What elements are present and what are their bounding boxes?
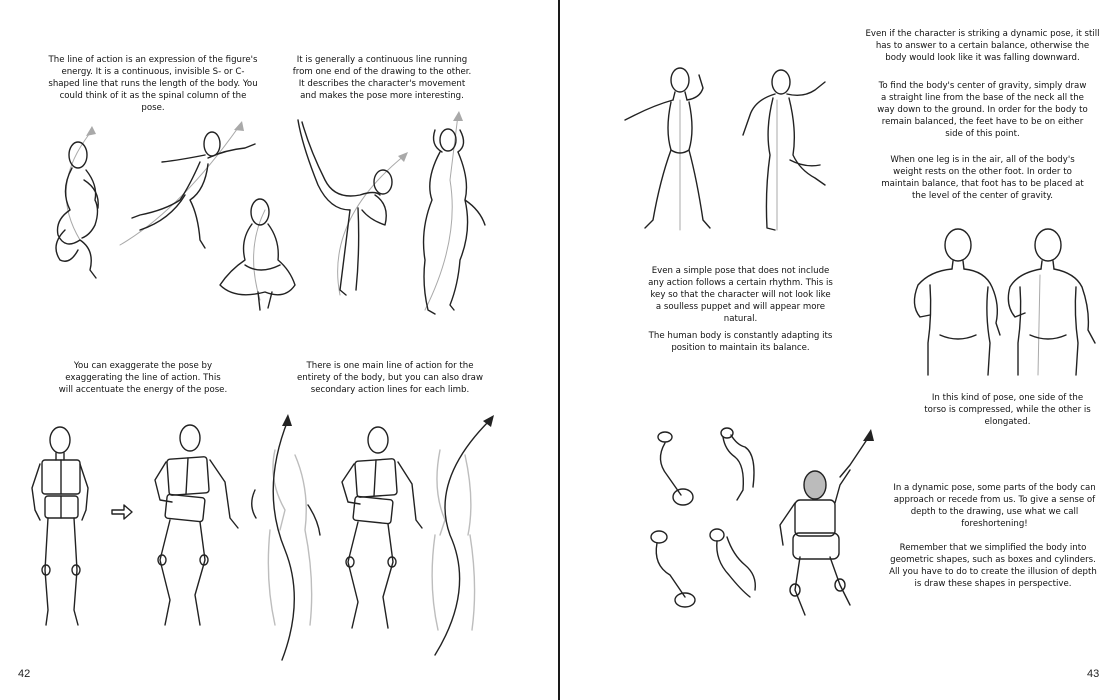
center-of-gravity-figure-2 bbox=[743, 70, 825, 230]
line-of-action-figures-illustration bbox=[40, 100, 510, 325]
rhythm-paragraph: Even a simple pose that does not include any action follows a certain rhythm. This is key so that the character will not look like a soulless puppet and will appear more natural. bbox=[648, 266, 833, 324]
hip-pose-mannequin bbox=[155, 425, 238, 625]
foreshortening-paragraph: In a dynamic pose, some parts of the body can approach or recede from us. To give a sense of depth to the drawing, use what we call foreshortening! bbox=[893, 483, 1096, 529]
torso-paragraph: In this kind of pose, one side of the torso is compressed, while the other is elongated. bbox=[924, 393, 1091, 427]
intro-paragraph: The line of action is an expression of the figure's energy. It is a continuous, invisible S- or C-shaped line that runs the length of the body. You could think of it as the spinal column of the pose. bbox=[48, 55, 258, 113]
continuous-line-paragraph: It is generally a continuous line running from one end of the drawing to the other. It describes the character's movement and makes the pose more interesting. bbox=[292, 55, 472, 101]
high-kick-figure bbox=[298, 120, 408, 295]
main-line-paragraph: There is one main line of action for the entirety of the body, but you can also draw secondary action lines for each limb. bbox=[297, 361, 483, 395]
foreshortened-mannequin bbox=[780, 429, 874, 615]
lunging-figure bbox=[120, 121, 255, 248]
arm-cylinder-1 bbox=[658, 432, 693, 505]
right-page bbox=[560, 0, 1120, 700]
foreshortening-illustration bbox=[645, 425, 895, 625]
balance-paragraph: Even if the character is striking a dynamic pose, it still has to answer to a certain balance, otherwise the body would look like it was falling downward. bbox=[865, 29, 1100, 63]
center-of-gravity-figure-1 bbox=[625, 68, 710, 230]
faint-mannequin-s-curve bbox=[432, 415, 494, 655]
transform-arrow bbox=[112, 505, 132, 519]
arm-cylinder-2 bbox=[651, 531, 695, 607]
center-of-gravity-paragraph: To find the body's center of gravity, simply draw a straight line from the base of the neck all the way down to the ground. In order for the body to remain balanced, the feet have to be on either side of this point. bbox=[877, 81, 1088, 139]
adapting-paragraph: The human body is constantly adapting its position to maintain its balance. bbox=[648, 331, 833, 353]
torso-figure-2 bbox=[1008, 229, 1095, 375]
torso-compression-illustration bbox=[900, 225, 1100, 385]
left-page-number: 42 bbox=[18, 668, 31, 680]
geometric-shapes-paragraph: Remember that we simplified the body into geometric shapes, such as boxes and cylinders. All you have to do to create the illusion of depth is draw these shapes in perspective. bbox=[889, 543, 1097, 589]
crouching-figure bbox=[56, 126, 98, 278]
leg-in-air-paragraph: When one leg is in the air, all of the body's weight rests on the other foot. In order to maintain balance, that foot has to be placed at the level of the center of gravity. bbox=[881, 155, 1084, 201]
left-page bbox=[0, 0, 558, 700]
arm-muscle-2 bbox=[710, 529, 755, 597]
arm-muscle-1 bbox=[721, 428, 754, 500]
sitting-figure bbox=[220, 199, 295, 310]
mannequin-with-action-lines bbox=[342, 427, 422, 628]
torso-figure-1 bbox=[914, 229, 1000, 375]
mannequin-poses-illustration bbox=[20, 410, 520, 665]
balance-figures-illustration bbox=[615, 60, 845, 240]
standing-twist-figure bbox=[424, 111, 485, 314]
straight-mannequin bbox=[32, 427, 88, 625]
faint-mannequin-with-curve bbox=[252, 414, 320, 660]
right-page-number: 43 bbox=[1087, 668, 1100, 680]
exaggerate-paragraph: You can exaggerate the pose by exaggerating the line of action. This will accentuate the energy of the pose. bbox=[58, 361, 228, 395]
